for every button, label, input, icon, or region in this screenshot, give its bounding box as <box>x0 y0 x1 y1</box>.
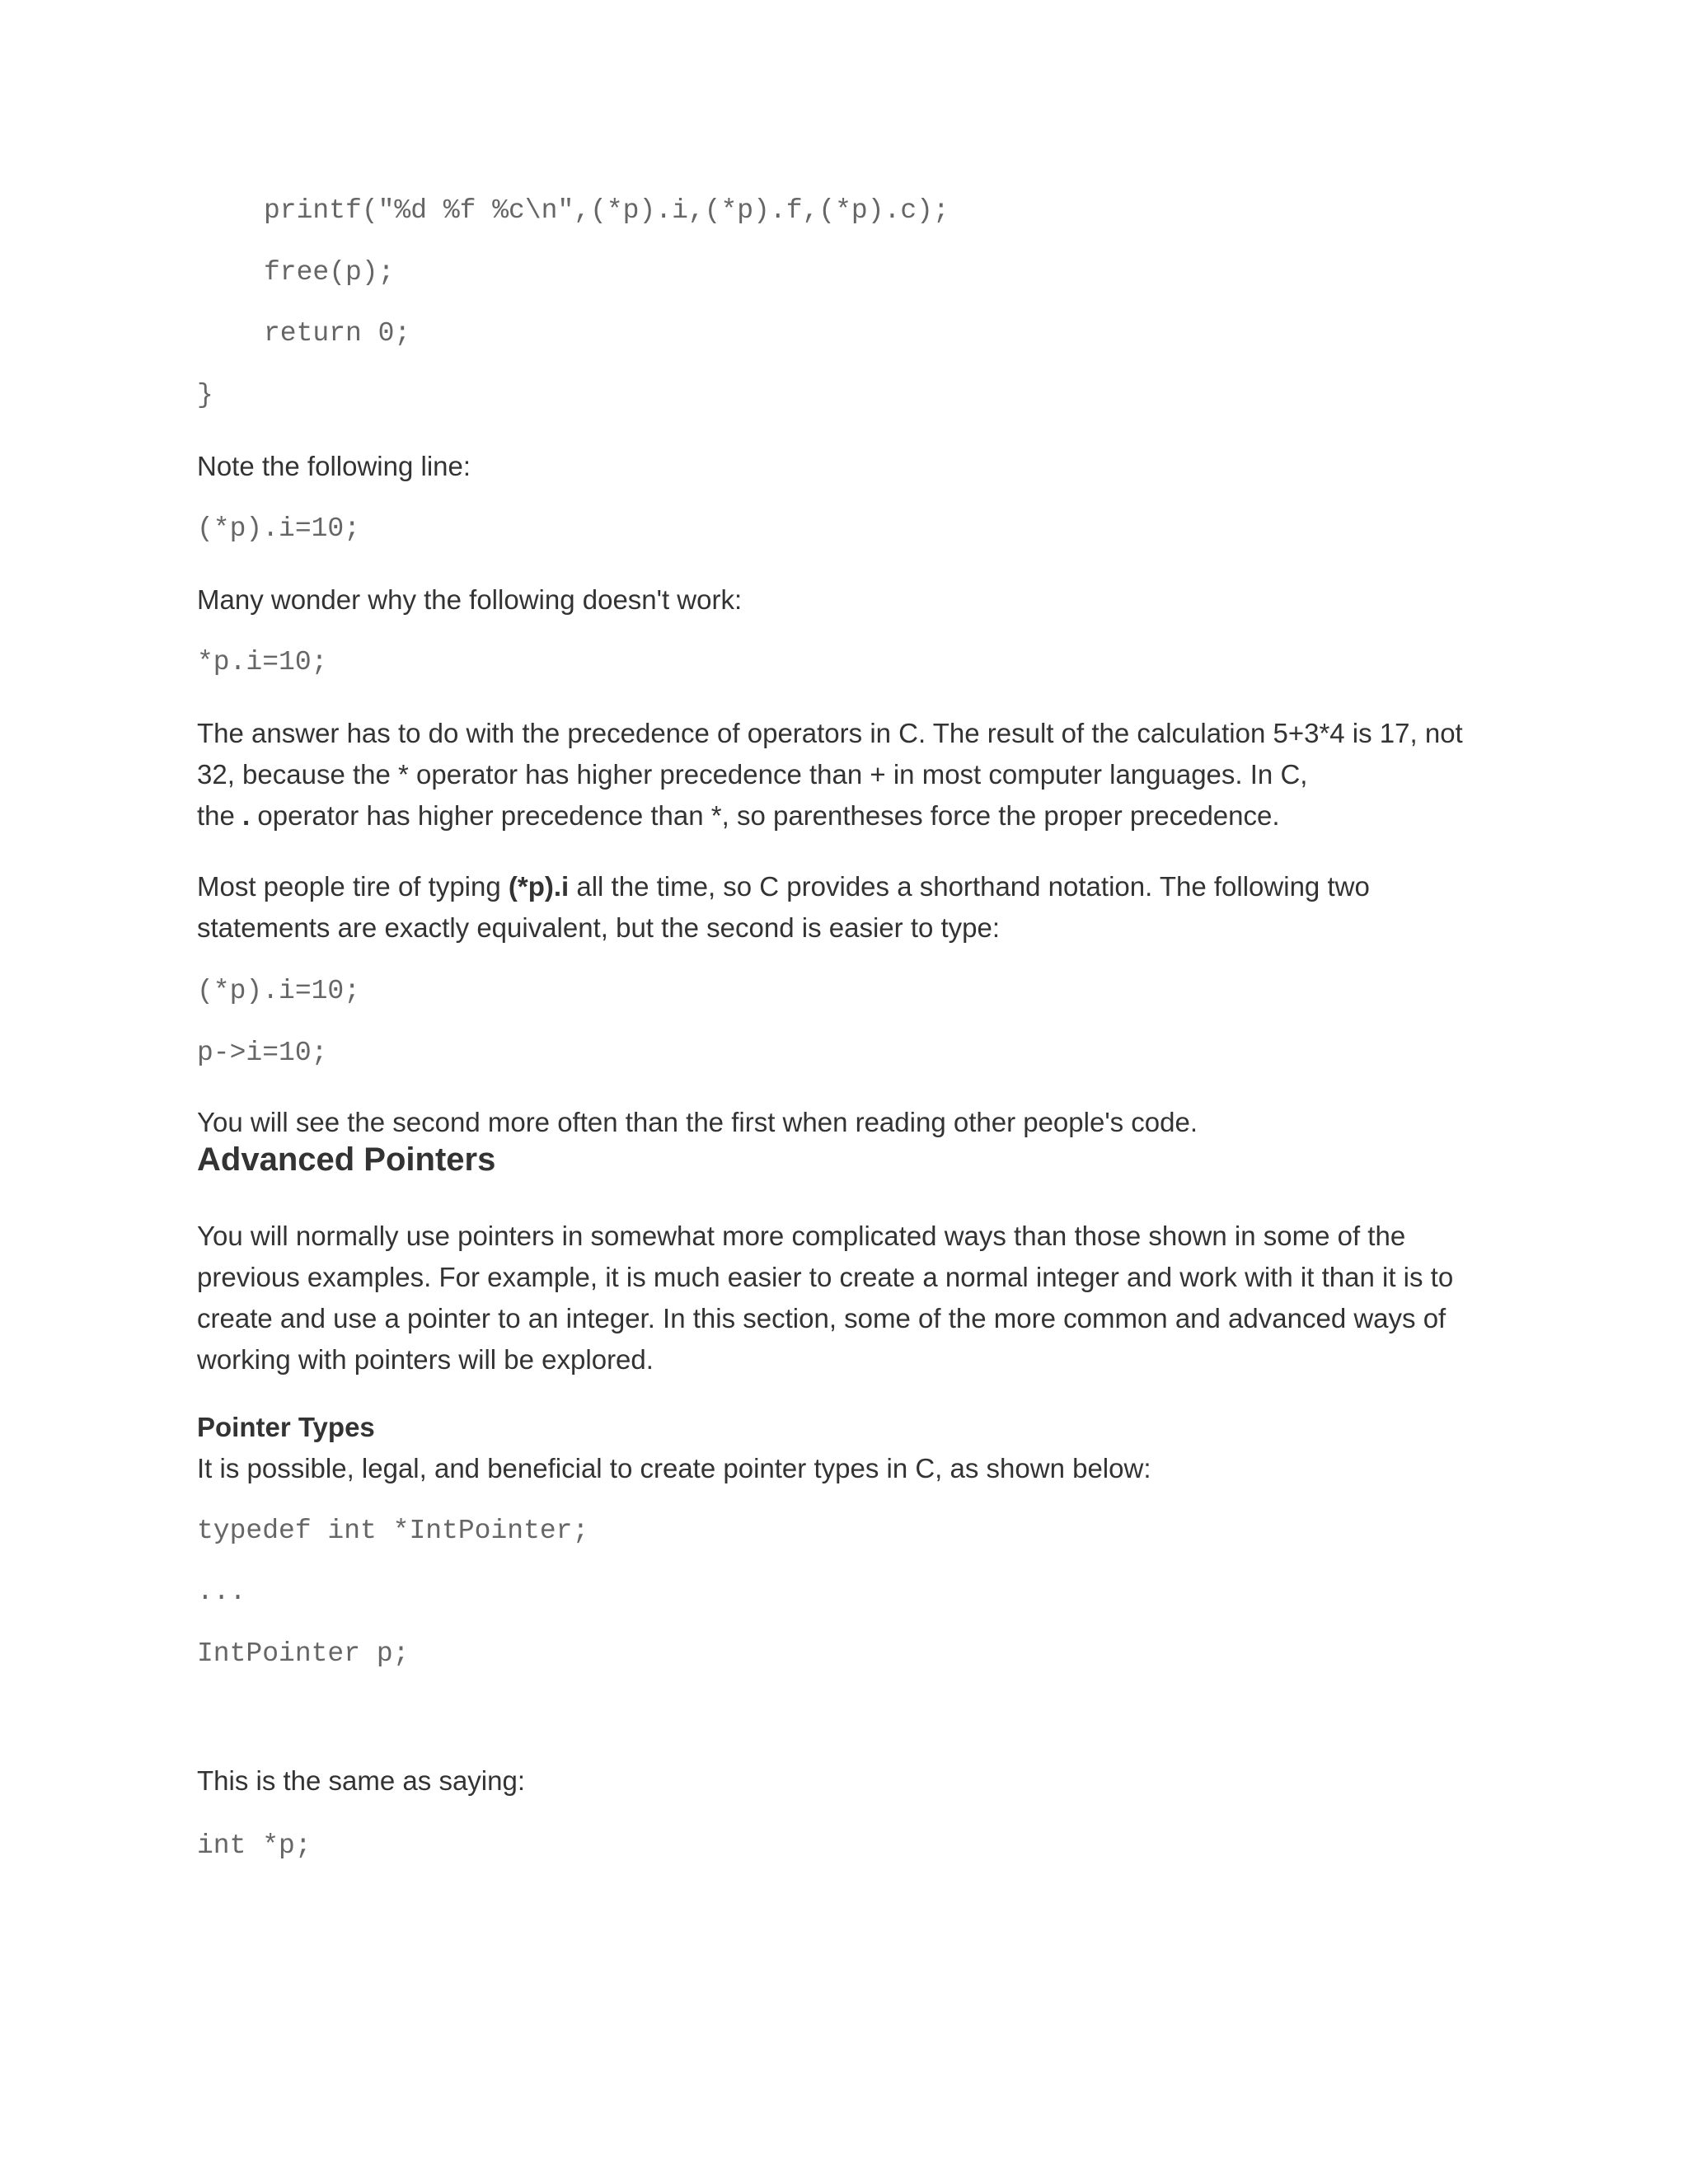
code-shorthand-2: p->i=10; <box>197 1038 328 1068</box>
code-intpointer-line: IntPointer p; <box>197 1638 410 1669</box>
code-free-line: free(p); <box>264 257 395 288</box>
shorthand-bold-code: (*p).i <box>508 871 570 902</box>
advanced-line-4: working with pointers will be explored. <box>197 1344 654 1375</box>
code-typedef-line: typedef int *IntPointer; <box>197 1516 589 1546</box>
advanced-pointers-heading: Advanced Pointers <box>197 1141 496 1178</box>
advanced-line-1: You will normally use pointers in somewhat more complicated ways than those shown in some of the <box>197 1221 1406 1251</box>
same-as-paragraph: This is the same as saying: <box>197 1765 525 1796</box>
pointer-types-heading: Pointer Types <box>197 1412 375 1442</box>
advanced-line-2: previous examples. For example, it is much easier to create a normal integer and work with it than it is to <box>197 1262 1454 1292</box>
pointer-types-intro: It is possible, legal, and beneficial to create pointer types in C, as shown below: <box>197 1453 1151 1483</box>
code-note-line: (*p).i=10; <box>197 513 361 544</box>
shorthand-line-1-start: Most people tire of typing <box>197 871 509 902</box>
code-wonder-line: *p.i=10; <box>197 647 328 677</box>
precedence-line-2: 32, because the * operator has higher precedence than + in most computer languages. In C, <box>197 759 1308 790</box>
code-int-pointer-line: int *p; <box>197 1830 312 1861</box>
advanced-line-3: create and use a pointer to an integer. In this section, some of the more common and advanced ways of <box>197 1303 1447 1333</box>
wonder-paragraph: Many wonder why the following doesn't work: <box>197 584 743 615</box>
code-printf-line: printf("%d %f %c\n",(*p).i,(*p).f,(*p).c); <box>264 195 950 226</box>
precedence-line-3-end: operator has higher precedence than *, so parentheses force the proper precedence. <box>250 800 1280 831</box>
precedence-line-3-start: the <box>197 800 243 831</box>
precedence-line-1: The answer has to do with the precedence of operators in C. The result of the calculation 5+3*4 is 17, not <box>197 718 1463 748</box>
precedence-paragraph <box>197 713 1499 837</box>
code-shorthand-1: (*p).i=10; <box>197 976 361 1006</box>
code-closing-brace: } <box>197 380 213 410</box>
note-paragraph: Note the following line: <box>197 451 471 481</box>
dot-operator: . <box>242 800 251 831</box>
advanced-paragraph <box>197 1216 1499 1380</box>
second-note-paragraph: You will see the second more often than the first when reading other people's code. <box>197 1107 1198 1137</box>
code-ellipsis: ... <box>197 1577 246 1607</box>
shorthand-line-1 <box>197 866 1499 907</box>
precedence-line-3 <box>197 795 1499 837</box>
shorthand-line-2: statements are exactly equivalent, but the second is easier to type: <box>197 912 1001 943</box>
shorthand-line-1-end: all the time, so C provides a shorthand notation. The following two <box>569 871 1370 902</box>
shorthand-paragraph <box>197 866 1499 949</box>
code-return-line: return 0; <box>264 318 411 349</box>
